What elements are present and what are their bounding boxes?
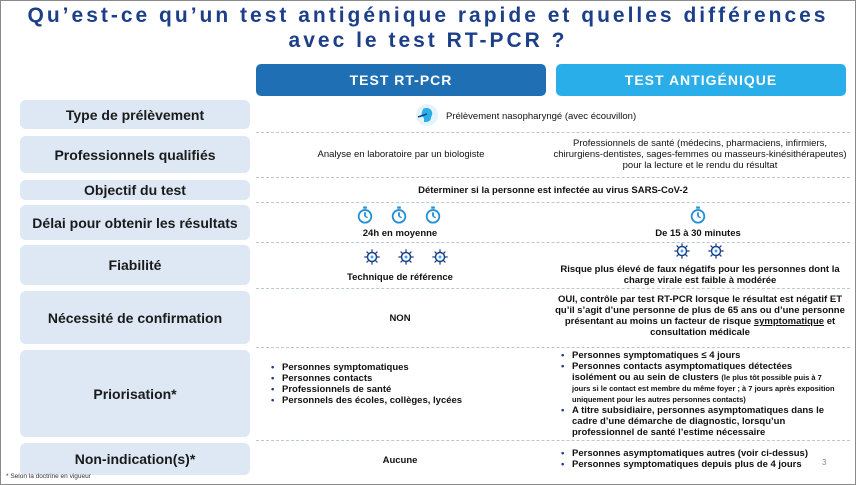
column-header-antigenique: TEST ANTIGÉNIQUE <box>556 64 846 96</box>
pros-ag-value: Professionnels de santé (médecins, pharmaciens, infirmiers, chirurgiens-dentistes, sages-femmes ou masseurs-kinésithérapeutes) pour la lecture et le rendu du résultat <box>553 138 847 171</box>
confirmation-ag-value <box>552 294 848 338</box>
priorisation-ag-item2-note: (le plus tôt possible puis à 7 jours si le contact est membre du même foyer ; à 7 jours après exposition uniquement pour les autres personnes contacts) <box>572 373 835 404</box>
objectif-common: Déterminer si la personne est infectée au virus SARS-CoV-2 <box>418 185 688 196</box>
page-number: 3 <box>822 458 827 467</box>
row-separator <box>256 288 850 289</box>
row-separator <box>256 132 850 133</box>
row-label-professionnels: Professionnels qualifiés <box>20 136 250 173</box>
row-label-type: Type de prélèvement <box>20 100 250 129</box>
list-item: • Professionnels de santé <box>282 384 540 395</box>
nonindication-pcr-value: Aucune <box>382 455 418 466</box>
confirmation-ag-text: OUI, contrôle par test RT-PCR lorsque le résultat est négatif ET qu’il s’agit d’une personne de plus de 65 ans ou d’une personne présentant au moins un facteur de risque <box>555 294 845 327</box>
nonindication-ag-list <box>560 448 830 470</box>
fiabilite-pcr-icons <box>363 248 449 266</box>
row-separator <box>256 440 850 441</box>
row-label-objectif: Objectif du test <box>20 180 250 200</box>
row-separator <box>256 202 850 203</box>
list-item: • Personnes asymptomatiques autres (voir ci-dessus) <box>572 448 830 459</box>
list-item: • A titre subsidiaire, personnes asymptomatiques dans le cadre d’une démarche de diagnostic, lorsqu’un professionnel de santé l’estime nécessaire <box>572 405 838 438</box>
stopwatch-icon <box>390 206 408 224</box>
row-separator <box>256 242 850 243</box>
virus-icon <box>431 248 449 266</box>
row-label-priorisation: Priorisation* <box>20 350 250 437</box>
priorisation-pcr-list <box>270 362 540 406</box>
confirmation-ag-text-end: et consultation médicale <box>650 316 836 338</box>
virus-icon <box>397 248 415 266</box>
list-item: • Personnels des écoles, collèges, lycées <box>282 395 540 406</box>
row-label-fiabilite: Fiabilité <box>20 245 250 285</box>
list-item: • Personnes contacts <box>282 373 540 384</box>
stopwatch-icon <box>424 206 442 224</box>
list-item: • Personnes symptomatiques <box>282 362 540 373</box>
footnote: * Selon la doctrine en vigueur <box>6 473 91 480</box>
column-header-rt-pcr: TEST RT-PCR <box>256 64 546 96</box>
nasal-swab-icon <box>415 103 439 127</box>
row-separator <box>256 177 850 178</box>
delai-ag-value: De 15 à 30 minutes <box>655 228 741 239</box>
row-label-delai: Délai pour obtenir les résultats <box>20 205 250 240</box>
priorisation-ag-item2: Personnes contacts asymptomatiques détectées isolément ou au sein de clusters <box>572 361 793 383</box>
fiabilite-ag-value: Risque plus élevé de faux négatifs pour les personnes dont la charge virale est faible à modérée <box>560 264 840 286</box>
virus-icon <box>707 242 725 260</box>
list-item: • Personnes symptomatiques depuis plus de 4 jours <box>572 459 830 470</box>
row-label-confirmation: Nécessité de confirmation <box>20 291 250 344</box>
stopwatch-icon <box>689 206 707 224</box>
slide-title-line1: Qu’est-ce qu’un test antigénique rapide et quelles différences <box>27 4 829 27</box>
slide-title-line2: avec le test RT-PCR ? <box>288 29 568 52</box>
fiabilite-ag-icons <box>673 242 725 260</box>
virus-icon <box>673 242 691 260</box>
list-item: • Personnes symptomatiques ≤ 4 jours <box>572 350 838 361</box>
priorisation-ag-list <box>560 350 838 438</box>
confirmation-pcr-value: NON <box>389 313 411 324</box>
virus-icon <box>363 248 381 266</box>
row-separator <box>256 347 850 348</box>
list-item <box>572 361 838 405</box>
delai-ag-icons <box>689 206 707 224</box>
delai-pcr-icons <box>356 206 442 224</box>
confirmation-ag-underlined: symptomatique <box>753 316 825 327</box>
delai-pcr-value: 24h en moyenne <box>362 228 438 239</box>
pros-pcr-value: Analyse en laboratoire par un biologiste <box>317 149 485 160</box>
type-prelevement-common: Prélèvement nasopharyngé (avec écouvillon) <box>446 111 637 122</box>
fiabilite-pcr-value: Technique de référence <box>347 272 453 283</box>
row-label-non-indication: Non-indication(s)* <box>20 443 250 475</box>
stopwatch-icon <box>356 206 374 224</box>
